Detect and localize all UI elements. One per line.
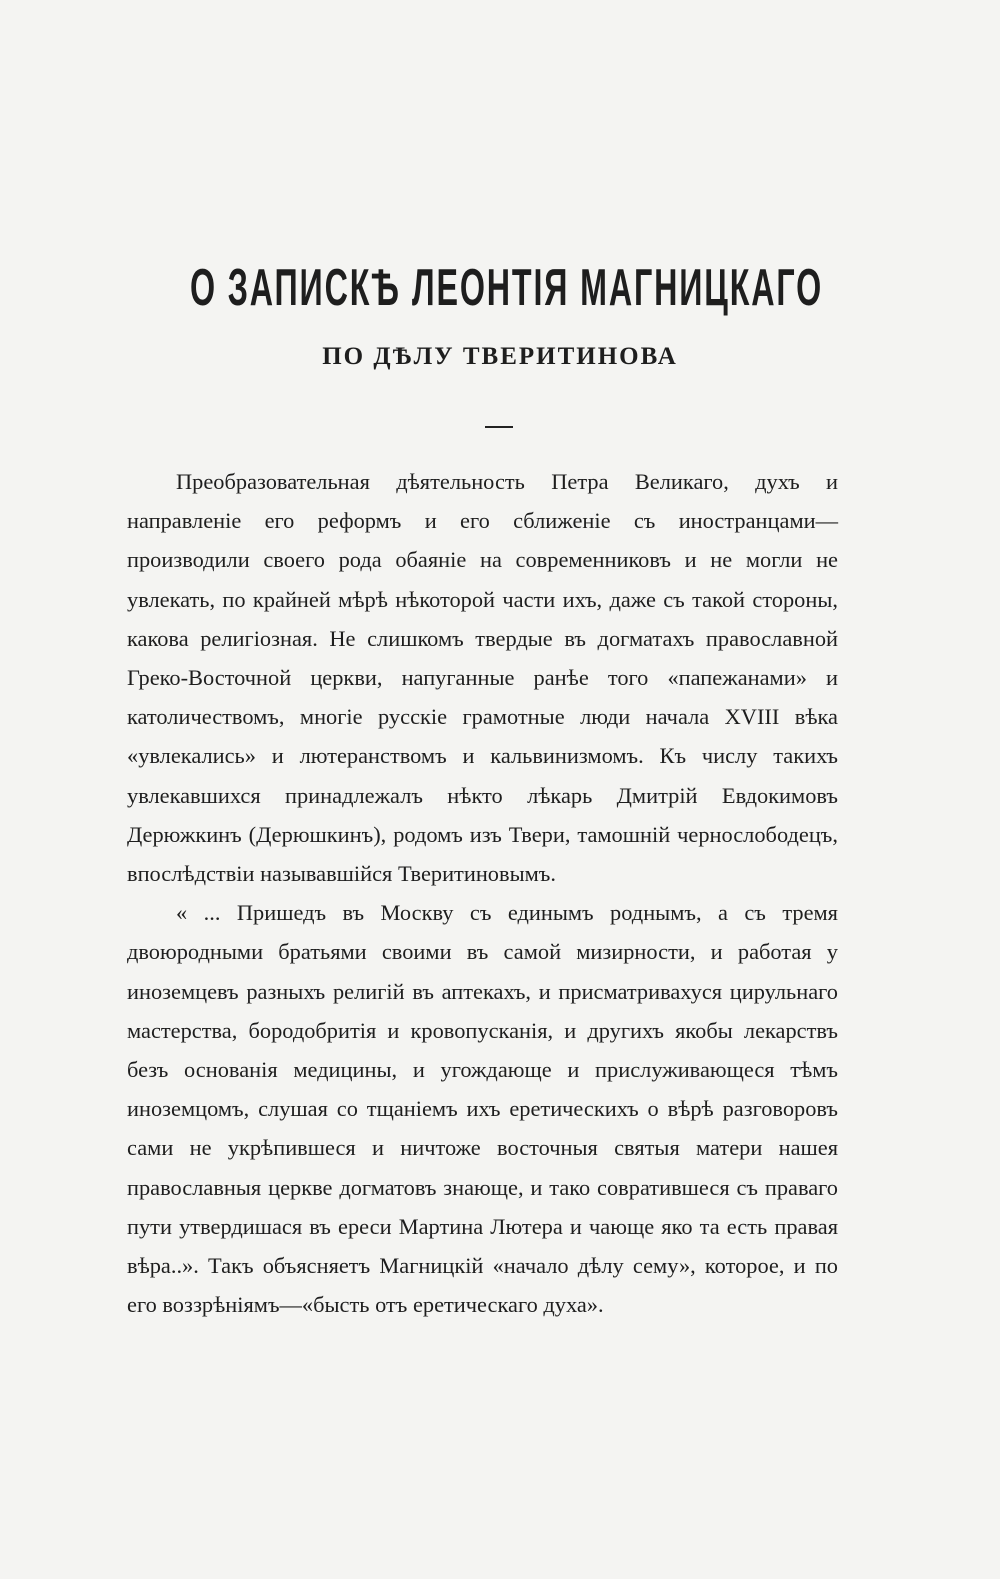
page-subtitle: ПО ДѢЛУ ТВЕРИТИНОВА xyxy=(322,343,678,370)
paragraph-1: Преобразовательная дѣятельность Петра Великаго, духъ и направленіе его реформъ и его сближеніе съ иностранцами— производили своего рода обаяніе на современниковъ и не могли не увлекать, по крайней мѣрѣ нѣкоторой части ихъ, даже съ такой стороны, какова религіозная. Не слишкомъ твердые въ догматахъ православной Греко-Восточной церкви, напуганные ранѣе того «папежанами» и католичествомъ, многіе русскіе грамотные люди начала XVIII вѣка «увлекались» и лютеранствомъ и кальвинизмомъ. Къ числу такихъ увлекавшихся принадлежалъ нѣкто лѣкарь Дмитрій Евдокимовъ Дерюжкинъ (Дерюшкинъ), родомъ изъ Твери, тамошній чернослободецъ, впослѣдствіи называвшійся Тверитиновымъ. xyxy=(127,469,838,887)
page-title: О ЗАПИСКѢ ЛЕОНТІЯ МАГНИЦКАГО xyxy=(190,259,824,317)
title-divider xyxy=(485,426,513,428)
paragraph-2: « ... Пришедъ въ Москву съ единымъ роднымъ, а съ тремя двоюродными братьями своими въ самой мизирности, и работая у иноземцевъ разныхъ религій въ аптекахъ, и присматривахуся цирульнаго мастерства, бородобритія и кровопусканія, и другихъ якобы лекарствъ безъ основанія медицины, и угождающе и прислуживающеся тѣмъ иноземцомъ, слушая со тщаніемъ ихъ еретическихъ о вѣрѣ разговоровъ сами не укрѣпившеся и ничтоже восточныя святыя матери нашея православныя церкве догматовъ знающе, и тако совратившеся съ праваго пути утвердишася въ ереси Мартина Лютера и чающе яко та есть правая вѣра..». Такъ объясняетъ Магницкій «начало дѣлу сему», которое, и по его воззрѣніямъ—«бысть отъ еретическаго духа». xyxy=(127,900,838,1318)
body-text xyxy=(127,462,838,1324)
